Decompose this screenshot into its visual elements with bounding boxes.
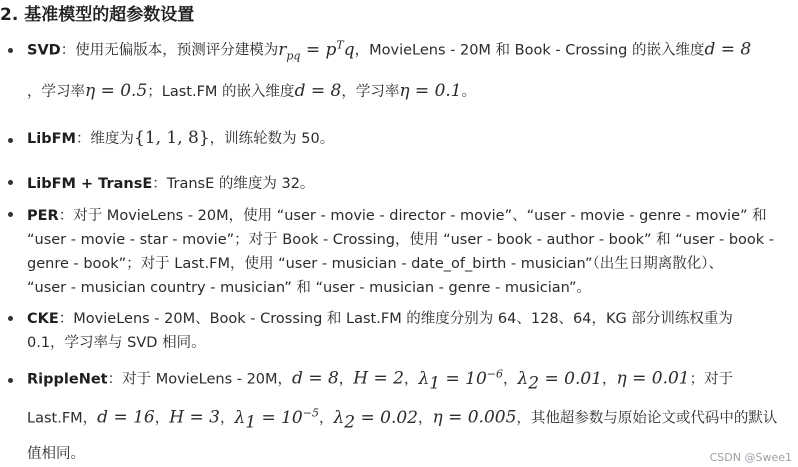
bullet <box>8 180 13 185</box>
separator: ， <box>318 410 334 427</box>
ripplenet-d-formula: d = 8 <box>292 368 339 389</box>
ripplenet-h2-formula: H = 3 <box>169 407 220 428</box>
separator: ， <box>417 410 433 427</box>
ripplenet-line-2 <box>27 406 777 432</box>
svd-text: ：使用无偏版本，预测评分建模为 <box>60 42 279 59</box>
ripplenet-l2-formula: $\lambda_2 = 0.01$ <box>517 368 603 394</box>
ripplenet-text: ，其他超参数与原始论文或代码中的默认 <box>516 410 778 427</box>
libfm-transe-text: ：TransE 的维度为 32。 <box>152 176 315 192</box>
bullet <box>8 138 13 143</box>
ripplenet-text: ：对于 MovieLens - 20M， <box>107 371 293 388</box>
svd-text: 。 <box>461 84 477 100</box>
ripplenet-line-3: 值相同。 <box>27 446 85 462</box>
section-heading: 2. 基准模型的超参数设置 <box>0 5 195 25</box>
separator: ， <box>338 371 354 388</box>
ripplenet-d2-formula: d = 16 <box>97 407 155 428</box>
bullet <box>8 316 13 321</box>
cke-name: CKE <box>27 311 59 327</box>
separator: ， <box>503 371 518 388</box>
libfm-name: LibFM <box>27 131 76 147</box>
per-line-2: “user - movie - star - movie”；对于 Book - Crossing，使用 “user - book - author - book” 和 “user - book - <box>27 232 775 248</box>
ripplenet-text: ；对于 <box>689 371 734 388</box>
svd-d-formula: d = 8 <box>704 39 752 60</box>
per-name: PER <box>27 208 59 224</box>
libfm-transe-line <box>27 172 314 193</box>
svd-text: ，MovieLens - 20M 和 Book - Crossing 的嵌入维度 <box>354 42 705 59</box>
bullet <box>8 48 13 53</box>
libfm-text: ：维度为 <box>75 131 134 147</box>
bullet <box>8 378 13 383</box>
ripplenet-l1-formula: $\lambda_1 = 10^{-6}$ <box>418 367 504 394</box>
ripplenet-eta-formula: η = 0.01 <box>616 368 690 389</box>
separator: ， <box>602 371 617 388</box>
watermark: CSDN @Swee1 <box>709 451 792 464</box>
ripplenet-line-1 <box>27 367 733 393</box>
per-text: ：对于 MovieLens - 20M，使用 “user - movie - director - movie”、“user - movie - genre - movie” 和 <box>58 208 767 224</box>
svd-line-1 <box>27 38 751 62</box>
cke-text: ：MovieLens - 20M、Book - Crossing 和 Last.FM 的维度分别为 64、128、64，KG 部分训练权重为 <box>58 311 733 327</box>
svd-line-2 <box>27 80 476 101</box>
ripplenet-name: RippleNet <box>27 371 108 388</box>
ripplenet-l2b-formula: $\lambda_2 = 0.02$ <box>333 407 418 433</box>
per-line-3: genre - book”；对于 Last.FM，使用 “user - musician - date_of_birth - musician”（出生日期离散化）、 <box>27 256 723 272</box>
per-line-1 <box>27 204 767 225</box>
ripplenet-eta2-formula: η = 0.005 <box>432 407 517 428</box>
ripplenet-h-formula: H = 2 <box>353 368 404 389</box>
ripplenet-text: Last.FM， <box>27 410 98 427</box>
libfm-line <box>27 127 334 148</box>
cke-line-1 <box>27 307 733 328</box>
separator: ， <box>219 410 235 427</box>
svd-name: SVD <box>27 42 61 59</box>
svd-pred-formula: $r_{pq} = p^Tq$ <box>278 38 355 63</box>
svd-eta-formula: η = 0.5 <box>85 81 148 101</box>
libfm-text: ，训练轮数为 50。 <box>209 131 335 147</box>
separator: ， <box>404 371 419 388</box>
libfm-formula: {1, 1, 8} <box>133 128 210 148</box>
cke-line-2: 0.1，学习率与 SVD 相同。 <box>27 335 206 351</box>
per-line-4: “user - musician country - musician” 和 “user - musician - genre - musician”。 <box>27 280 592 296</box>
svd-text: ，学习率 <box>341 84 400 100</box>
separator: ， <box>154 410 170 427</box>
svd-d2-formula: d = 8 <box>294 81 342 101</box>
ripplenet-l1b-formula: $\lambda_1 = 10^{-5}$ <box>234 406 319 433</box>
libfm-transe-name: LibFM + TransE <box>27 176 153 192</box>
svd-text: ，学习率 <box>27 84 85 100</box>
bullet <box>8 212 13 217</box>
svd-text: ；Last.FM 的嵌入维度 <box>147 84 295 100</box>
svd-eta2-formula: η = 0.1 <box>399 81 462 101</box>
